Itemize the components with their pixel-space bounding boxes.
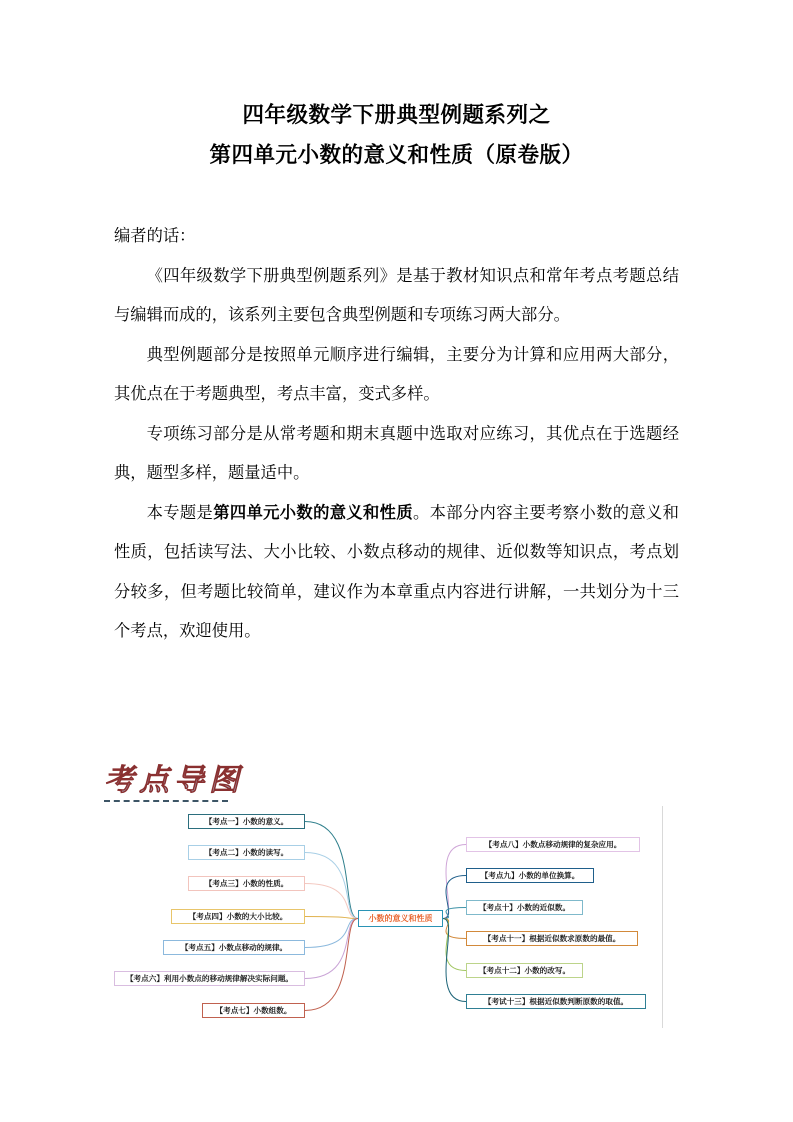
mindmap-node-kaodian-11[interactable]: 【考点十一】根据近似数求原数的最值。 [466,931,638,946]
mindmap-node-kaodian-13[interactable]: 【考试十三】根据近似数判断原数的取值。 [466,994,646,1009]
mindmap-node-kaodian-7[interactable]: 【考点七】小数组数。 [202,1003,305,1018]
section-heading-text: 考点导图 [104,763,244,798]
topic-bold: 第四单元小数的意义和性质 [213,502,413,522]
paragraph-1: 《四年级数学下册典型例题系列》是基于教材知识点和常年考点考题总结与编辑而成的，该系列主要包含典型例题和专项练习两大部分。 [114,265,679,324]
section-heading-wordart [100,756,660,804]
mindmap-connector [443,919,466,939]
paragraph-2: 典型例题部分是按照单元顺序进行编辑，主要分为计算和应用两大部分，其优点在于考题典型，考点丰富，变式多样。 [114,344,679,403]
mindmap-connector [305,822,358,919]
mindmap-node-kaodian-6[interactable]: 【考点六】利用小数点的移动规律解决实际问题。 [114,971,305,986]
mindmap-connector [305,884,358,919]
paragraph-topic [114,493,679,651]
mindmap-node-kaodian-12[interactable]: 【考点十二】小数的改写。 [466,963,583,978]
mindmap-center-node[interactable]: 小数的意义和性质 [358,910,443,927]
mindmap-node-kaodian-8[interactable]: 【考点八】小数点移动规律的复杂应用。 [466,837,640,852]
mindmap-connector [305,919,358,979]
topic-suffix: 。本部分内容主要考察小数的意义和性质，包括读写法、大小比较、小数点移动的规律、近似数等知识点，考点划分较多，但考题比较简单，建议作为本章重点内容进行讲解，一共划分为十三个考点，欢迎使用。 [114,502,679,640]
mindmap-connector [305,917,358,919]
mindmap-connector [305,853,358,919]
paragraph-3: 专项练习部分是从常考题和期末真题中选取对应练习，其优点在于选题经典，题型多样，题量适中。 [114,423,679,482]
document-body [0,216,793,651]
mindmap-node-kaodian-4[interactable]: 【考点四】小数的大小比较。 [171,909,305,924]
mindmap-node-kaodian-3[interactable]: 【考点三】小数的性质。 [188,876,305,891]
mindmap-node-kaodian-2[interactable]: 【考点二】小数的读写。 [188,845,305,860]
mindmap-node-kaodian-10[interactable]: 【考点十】小数的近似数。 [466,900,583,915]
document-title [0,96,793,176]
title-line-2: 第四单元小数的意义和性质（原卷版） [209,143,584,168]
mindmap-diagram [118,806,663,1028]
mindmap-node-kaodian-1[interactable]: 【考点一】小数的意义。 [188,814,305,829]
preface-label: 编者的话： [114,226,196,245]
mindmap-connector [305,919,358,1011]
mindmap-node-kaodian-5[interactable]: 【考点五】小数点移动的规律。 [163,940,305,955]
title-line-1: 四年级数学下册典型例题系列之 [242,103,551,128]
mindmap-node-kaodian-9[interactable]: 【考点九】小数的单位换算。 [466,868,594,883]
section-heading-rule [104,800,228,802]
topic-prefix: 本专题是 [146,502,214,522]
